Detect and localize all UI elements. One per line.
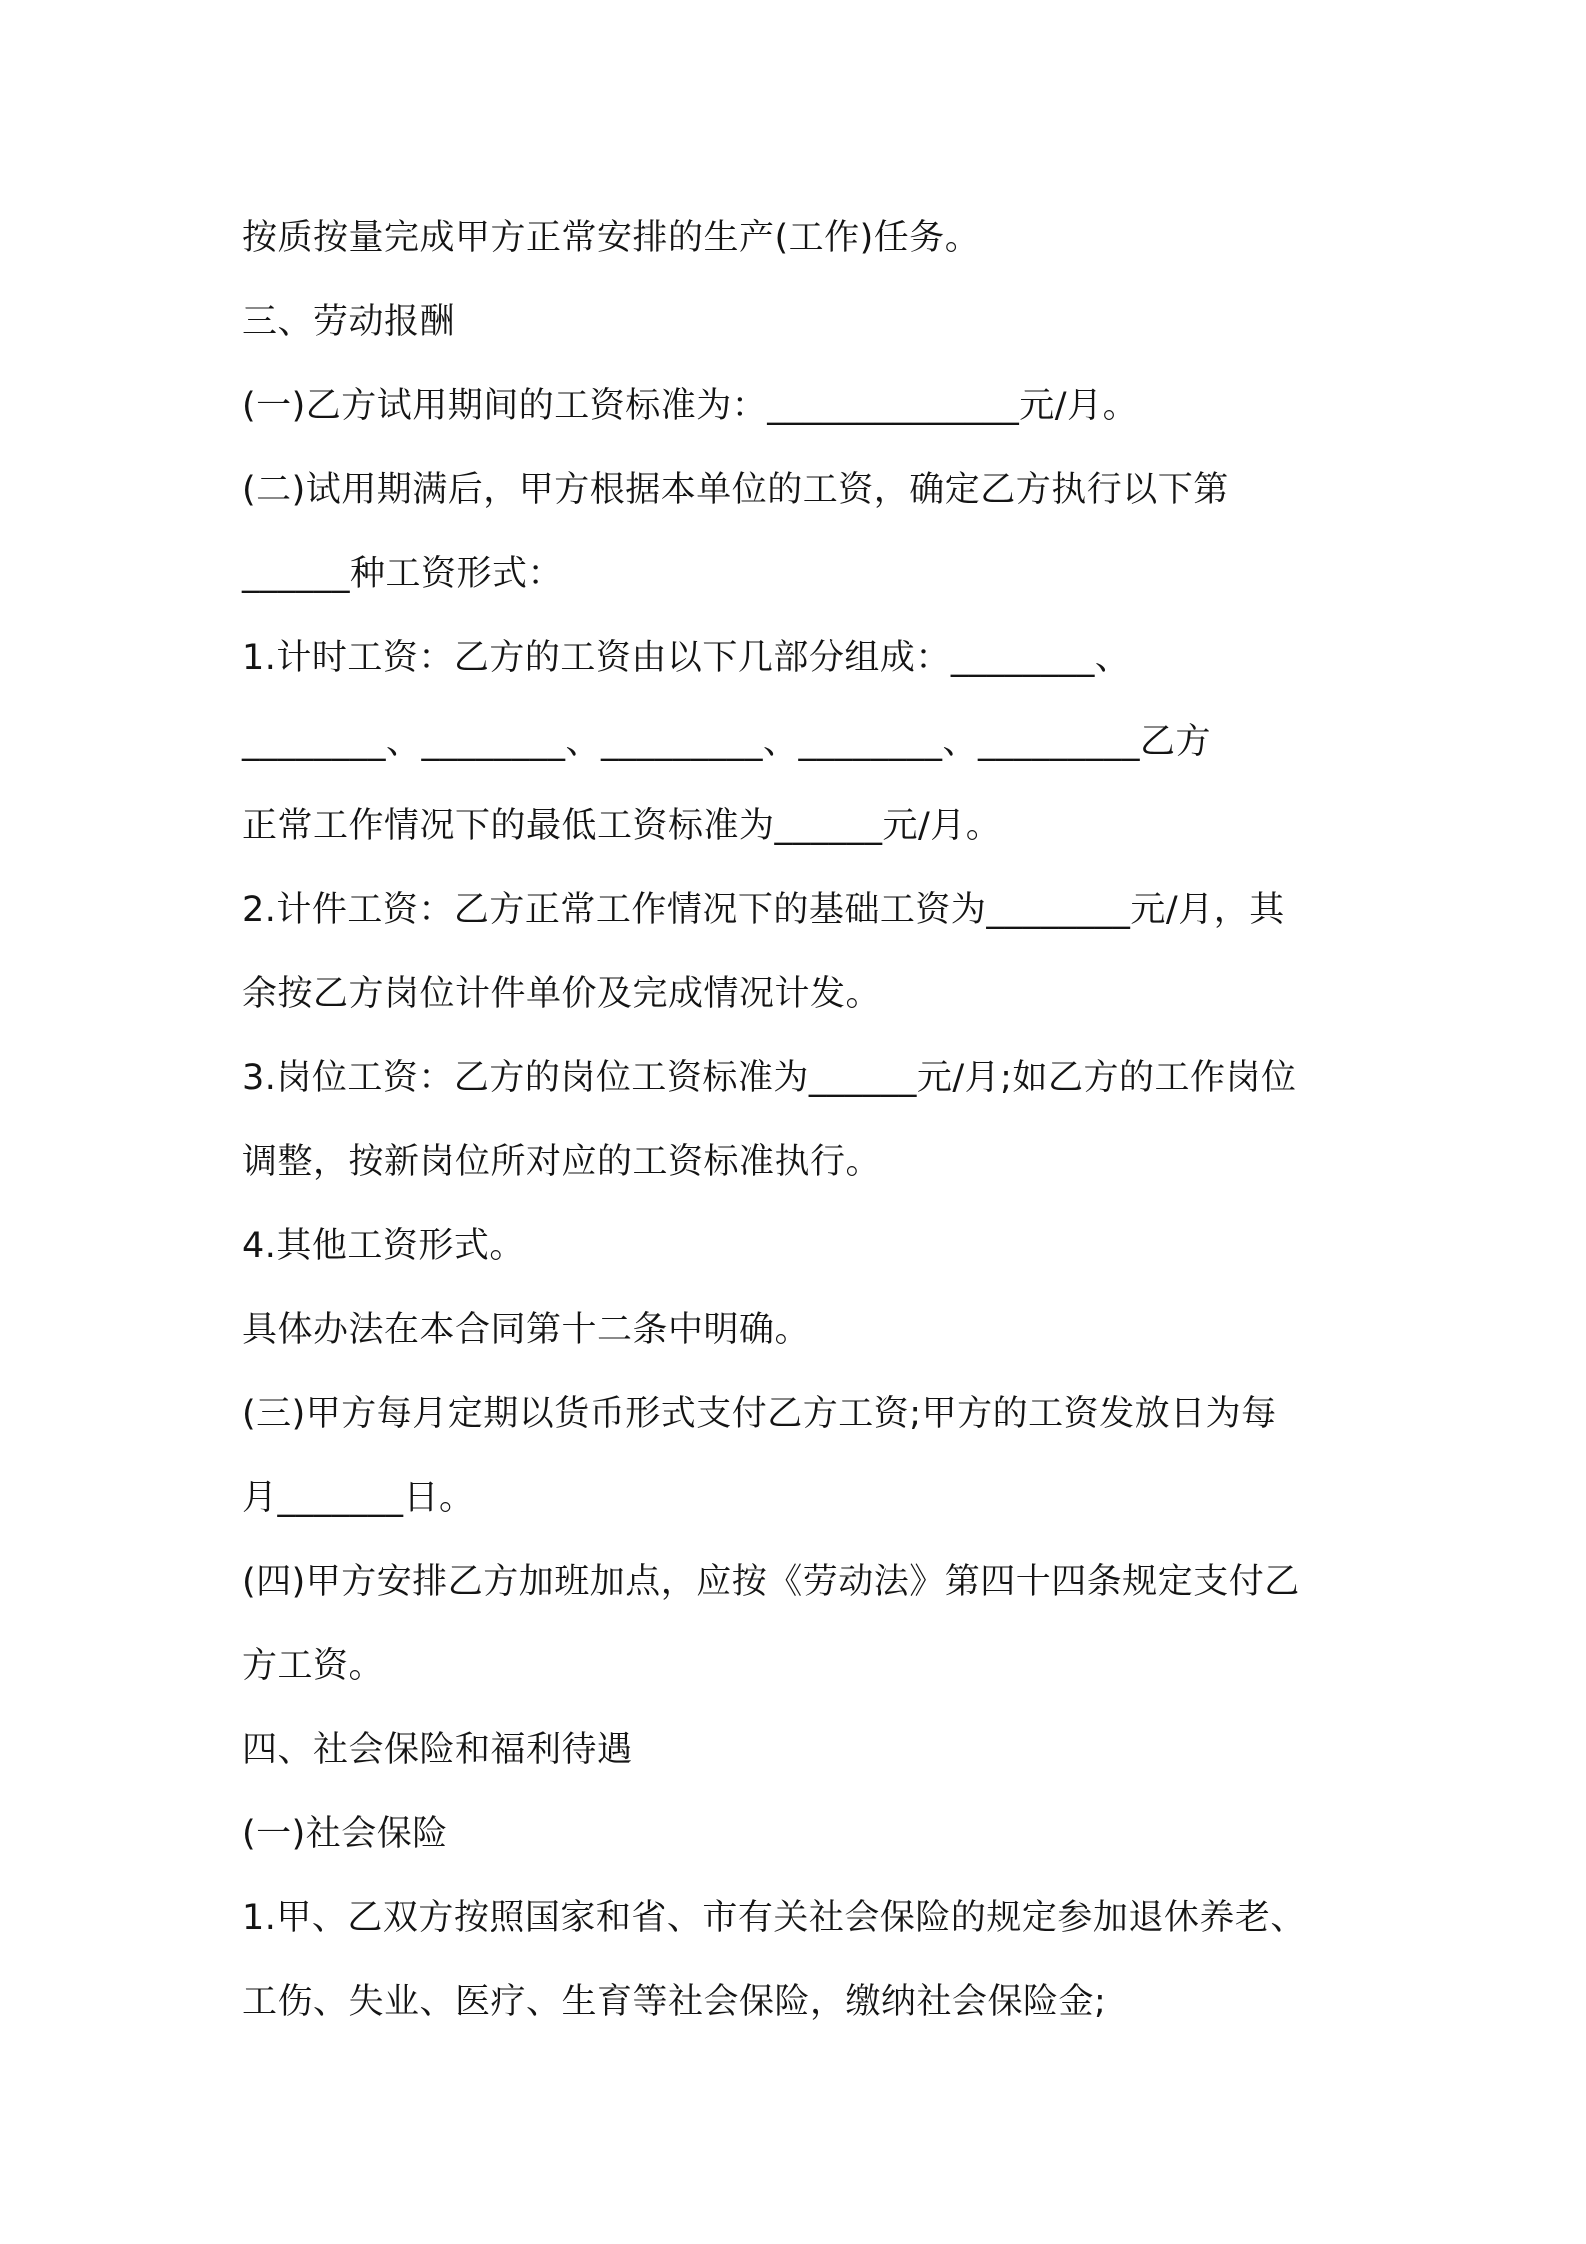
text-line: 1.甲、乙双方按照国家和省、市有关社会保险的规定参加退休养老、 [242,1898,1306,1938]
text-line: (一)乙方试用期间的工资标准为：______________元/月。 [242,386,1139,426]
text-line: 4.其他工资形式。 [242,1226,525,1266]
text-line: 工伤、失业、医疗、生育等社会保险，缴纳社会保险金; [242,1982,1107,2022]
text-line: (四)甲方安排乙方加班加点，应按《劳动法》第四十四条规定支付乙 [242,1562,1300,1602]
text-line: 1.计时工资：乙方的工资由以下几部分组成：________、 [242,638,1131,678]
text-line: 月_______日。 [242,1478,475,1518]
text-line: 余按乙方岗位计件单价及完成情况计发。 [242,974,882,1014]
text-line: 2.计件工资：乙方正常工作情况下的基础工资为________元/月，其 [242,890,1285,930]
text-line: ________、________、_________、________、_________乙方 [242,722,1212,762]
text-line: 方工资。 [242,1646,385,1686]
text-line: 3.岗位工资：乙方的岗位工资标准为______元/月;如乙方的工作岗位 [242,1058,1297,1098]
text-line: 具体办法在本合同第十二条中明确。 [242,1310,811,1350]
section-heading: 三、劳动报酬 [242,302,456,342]
text-line: ______种工资形式： [242,554,564,594]
text-line: 按质按量完成甲方正常安排的生产(工作)任务。 [242,218,981,258]
document-body [242,196,1362,2044]
text-line: (三)甲方每月定期以货币形式支付乙方工资;甲方的工资发放日为每 [242,1394,1277,1434]
text-line: 正常工作情况下的最低工资标准为______元/月。 [242,806,1002,846]
section-heading: 四、社会保险和福利待遇 [242,1730,633,1770]
subsection-heading: (一)社会保险 [242,1814,448,1854]
text-line: 调整，按新岗位所对应的工资标准执行。 [242,1142,882,1182]
text-line: (二)试用期满后，甲方根据本单位的工资，确定乙方执行以下第 [242,470,1229,510]
